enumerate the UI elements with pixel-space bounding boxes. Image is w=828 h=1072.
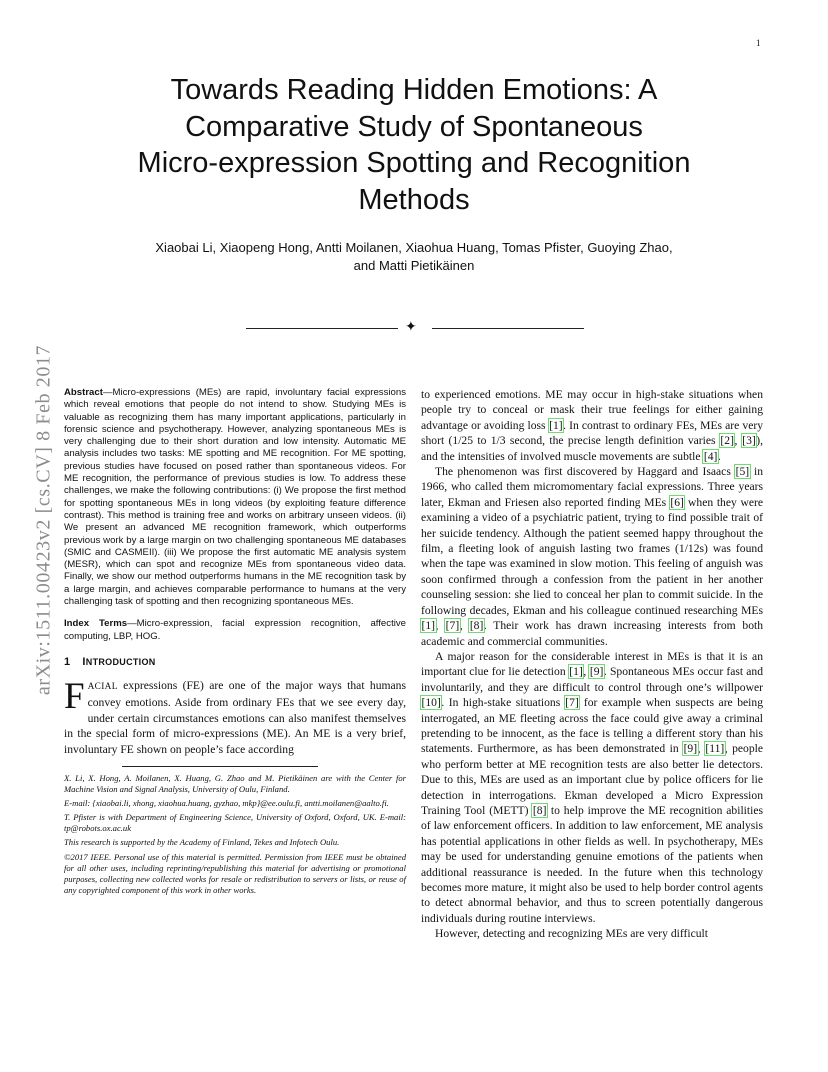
text-run: to help improve the ME recognition abilities of law enforcement officers. In addition to law enforcement, ME analysis has potential applications in other fields as well. In psychotherapy, MEs may be used for understanding genuine emotions of the patients when additional reassurance is needed. In the future when this technology becomes more mature, it might also be used to help border control agents to detect abnormal behavior, and thus to screen potentially dangerous individuals during routine interviews.: [421, 803, 763, 925]
footnote-funding: This research is supported by the Academy of Finland, Tekes and Infotech Oulu.: [64, 837, 340, 848]
index-terms-label: Index Terms: [64, 618, 128, 630]
citation-link[interactable]: [4]: [703, 449, 718, 463]
text-run: , people who perform better at ME recognition tests are also better lie detectors. Due to this, MEs are used as an important clue by police officers for lie detection in interrogations. Ekman developed a Micro Expression Training Tool (METT): [421, 742, 764, 817]
text-run: . Spontaneous MEs occur fast and involuntarily, and they are difficult to control through one’s willpower: [421, 665, 764, 694]
footnote-affiliation: X. Li, X. Hong, A. Moilanen, X. Huang, G. Zhao and M. Pietikäinen are with the Center for Machine Vision and Signal Analysis, University of Oulu, Finland.: [64, 772, 406, 795]
citation-link[interactable]: [11]: [705, 742, 725, 756]
right-column: [421, 387, 763, 942]
citation-link[interactable]: [8]: [469, 619, 484, 633]
drop-cap: F: [64, 675, 85, 717]
citation-link[interactable]: [1]: [421, 619, 436, 633]
author-line: and Matti Pietikäinen: [353, 258, 475, 273]
footnote-email: E-mail: {xiaobai.li, xhong, xiaohua.huang, gyzhao, mkp}@ee.oulu.fi, antti.moilanen@aalto.fi.: [64, 798, 389, 809]
title-line: Comparative Study of Spontaneous: [185, 110, 643, 143]
paragraph: The phenomenon was first discovered by Haggard and Isaacs [5] in 1966, who called them micromomentary facial expressions. Three years later, Ekman and Friesen also reported finding MEs [6] when they were examining a video of a psychiatric patient, trying to find possible trait of her suicide tendency. Although the patient seemed happy throughout the film, a fleeting look of anguish lasting two frames (1/12s) was found when the tape was examined in slow motion. This feeling of anguish was soon confirmed through a confession from the patient in her another counseling session: she lied to conceal her plan to commit suicide. In the following decades, Ekman and his colleague continued researching MEs [1], [7], [8]. Their work has drawn increasing interests from both academic and commercial communities.: [421, 465, 764, 648]
footnote-copyright: ©2017 IEEE. Personal use of this material is permitted. Permission from IEEE must be obtained for all other uses, including reprinting/republishing this material for advertising or promotional purposes, collecting new collected works for resale or redistribution to servers or lists, or reuse of any copyrighted component of this work in other works.: [64, 851, 406, 895]
citation-link[interactable]: [7]: [445, 619, 460, 633]
text-run: for example when suspects are being interrogated, an ME fleeting across the face could give away a criminal pretending to be innocent, as the face is telling a different story than his statements. Furthermore, as has been demonstrated in: [421, 696, 763, 756]
separator-ornament: ✦: [405, 319, 417, 335]
paragraph: A major reason for the considerable interest in MEs is that it is an important clue for lie detection [1], [9]. Spontaneous MEs occur fast and involuntarily, and they are difficult to control through one’s willpower [10]. In high-stake situations [7] for example when suspects are being interrogated, an ME fleeting across the face could give away a criminal pretending to be innocent, as the face is telling a different story than his statements. Furthermore, as has been demonstrated in [9], [11], people who perform better at ME recognition tests are also better lie detectors. Due to this, MEs are used as an important clue by police officers for lie detection in interrogations. Ekman developed a Micro Expression Training Tool (METT) [8] to help improve the ME recognition abilities of law enforcement officers. In addition to law enforcement, ME analysis has potential applications in other fields as well. In psychotherapy, MEs may be used for understanding genuine emotions of the patients when additional reassurance is needed. In the future when this technology becomes more mature, it might also be used to help border control agents to detect abnormal behavior, and thus to screen potentially dangerous individuals during routine interviews.: [421, 649, 764, 925]
text-run: . In contrast to ordinary FEs, MEs are very short (1/25 to 1/3 second, the precise length definition varies: [421, 418, 764, 448]
index-terms-text: —Micro-expression, facial expression recognition, affective computing, LBP, HOG.: [64, 618, 406, 642]
citation-link[interactable]: [10]: [421, 696, 441, 710]
author-line: Xiaobai Li, Xiaopeng Hong, Antti Moilanen, Xiaohua Huang, Tomas Pfister, Guoying Zhao,: [155, 240, 673, 255]
title-line: Towards Reading Hidden Emotions: A: [170, 74, 658, 106]
intro-text: expressions (FE) are one of the major ways that humans convey emotions. Aside from ordinary FEs that we see every day, under certain circumstances emotions can also manifest themselves in the special form of micro-expressions (ME). An ME is a very brief, involuntary FE shown on people’s face according: [64, 678, 406, 756]
text-run: when they were examining a video of a psychiatric patient, trying to find possible trait of her suicide tendency. Although the patient seemed happy throughout the film, a fleeting look of anguish lasting two frames (1/12s) was found when the tape was examined in slow motion. This feeling of anguish was soon confirmed through a confession from the patient in her another counseling session: she lied to conceal her plan to commit suicide. In the following decades, Ekman and his colleague continued researching MEs: [421, 495, 763, 617]
author-list: [100, 239, 728, 275]
left-column: [64, 387, 406, 899]
arxiv-side-stamp: arXiv:1511.00423v2 [cs.CV] 8 Feb 2017: [32, 344, 55, 696]
index-terms: [64, 618, 406, 643]
paragraph: to experienced emotions. ME may occur in high-stake situations when people try to conceal or mask their true feelings for either gaining advantage or avoiding loss [1]. In contrast to ordinary FEs, MEs are very short (1/25 to 1/3 second, the precise length definition varies [2], [3]), and the intensities of involved muscle movements are subtle [4].: [421, 388, 764, 463]
section-number: 1: [64, 655, 71, 668]
citation-link[interactable]: [2]: [720, 434, 734, 448]
citation-link[interactable]: [8]: [532, 803, 547, 817]
text-run: A major reason for the considerable interest in MEs is that it is an important clue for lie detection: [421, 649, 763, 679]
text-run: in 1966, who called them micromomentary facial expressions. Three years later, Ekman and Friesen also reported finding MEs: [421, 465, 763, 509]
text-run: to experienced emotions. ME may occur in high-stake situations when people try to conceal or mask their true feelings for either gaining advantage or avoiding loss: [421, 388, 763, 432]
title-separator: [246, 321, 584, 337]
title-line: Micro-expression Spotting and Recognition: [137, 147, 691, 179]
text-run: . In high-stake situations: [441, 696, 565, 710]
intro-smallcaps: ACIAL: [87, 681, 118, 692]
citation-link[interactable]: [6]: [670, 495, 684, 509]
citation-link[interactable]: [9]: [589, 665, 604, 679]
separator-rule-left: [246, 328, 398, 329]
citation-link[interactable]: [1]: [549, 418, 563, 432]
footnote-rule: [122, 766, 318, 767]
text-run: ), and the intensities of involved muscle movements are subtle: [421, 434, 763, 463]
text-run: . Their work has drawn increasing interests from both academic and commercial communities.: [421, 619, 764, 648]
abstract: [64, 387, 406, 608]
section-title-initial: I: [82, 655, 86, 668]
paper-title: [100, 72, 728, 218]
footnote-oxford: T. Pfister is with Department of Engineering Science, University of Oxford, Oxford, UK. E-mail: tp@robots.ox.ac.uk: [64, 812, 406, 834]
text-run: .: [717, 449, 721, 463]
paragraph: However, detecting and recognizing MEs are very difficult: [435, 927, 708, 941]
citation-link[interactable]: [5]: [735, 465, 750, 479]
text-run: The phenomenon was first discovered by Haggard and Isaacs: [435, 465, 736, 479]
citation-link[interactable]: [3]: [742, 434, 756, 448]
abstract-label: Abstract: [64, 387, 103, 398]
citation-link[interactable]: [1]: [569, 665, 583, 679]
citation-link[interactable]: [7]: [565, 696, 579, 710]
section-heading: [64, 656, 406, 668]
page-number: 1: [756, 38, 761, 48]
intro-paragraph: [64, 675, 406, 757]
section-title-rest: NTRODUCTION: [85, 656, 156, 667]
citation-link[interactable]: [9]: [683, 742, 698, 756]
separator-rule-right: [432, 328, 584, 329]
title-line: Methods: [358, 183, 470, 216]
abstract-text: —Micro-expressions (MEs) are rapid, involuntary facial expressions which reveal emotions that people do not intend to show. Studying MEs is valuable as recognizing them has many important applications, particularly in forensic science and psychotherapy. However, analyzing spontaneous MEs is very challenging due to their short duration and low intensity. Automatic ME analysis includes two tasks: ME spotting and ME recognition. For ME spotting, previous studies have focused on posed rather than spontaneous videos. For ME recognition, the performance of previous studies is low. To address these challenges, we make the following contributions: (i) We propose the first method for spotting spontaneous MEs in long videos (by exploiting feature difference contrast). This method is training free and works on arbitrary unseen videos. (ii) We present an advanced ME recognition framework, which outperforms previous work by a large margin on two challenging spontaneous ME databases (SMIC and CASMEII). (iii) We propose the first automatic ME analysis system (MESR), which can spot and recognize MEs from spontaneous video data. Finally, we show our method outperforms humans in the ME recognition task by a large margin, and achieves comparable performance to humans at the very challenging task of spotting and then recognizing spontaneous MEs.: [64, 387, 406, 608]
